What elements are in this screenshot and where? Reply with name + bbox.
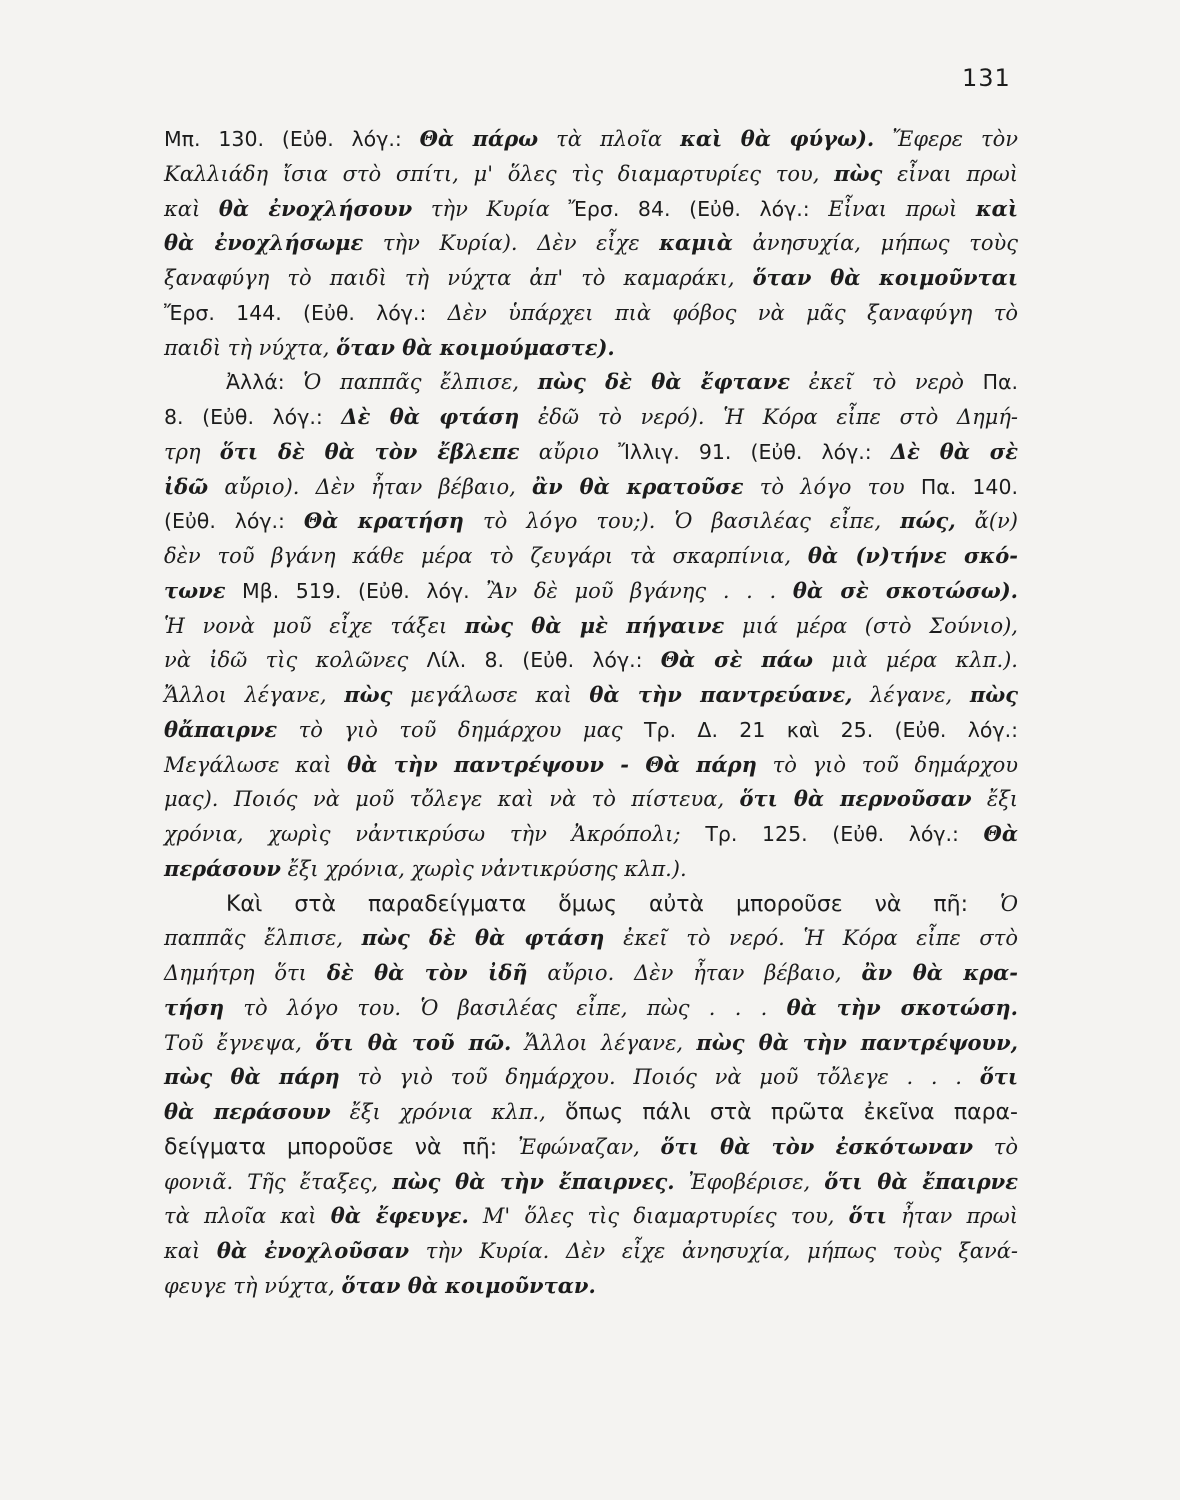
- text-run: Ἔρσ. 144. (Εὐθ. λόγ.:: [164, 300, 448, 325]
- text-run: Λίλ. 8. (Εὐθ. λόγ.:: [426, 648, 661, 673]
- text-run: περάσουν: [164, 855, 281, 881]
- text-run: ἐκεῖ τὸ νερὸ: [790, 370, 983, 395]
- text-line: [164, 817, 1018, 852]
- page-number: 131: [962, 64, 1011, 92]
- text-run: πὼς θὰ τὴν παντρέψουν,: [696, 1029, 1018, 1055]
- text-run: 8. (Εὐθ. λόγ.:: [164, 405, 342, 429]
- text-run: πὼς θὰ τὴν ἔπαιρνες.: [392, 1168, 675, 1194]
- text-run: πὼς θὰ πάρη: [164, 1064, 340, 1090]
- text-run: τὰ πλοῖα καὶ: [164, 1204, 331, 1229]
- text-line: [164, 1130, 1018, 1165]
- text-run: τὰ πλοῖα: [538, 127, 681, 151]
- text-line: [164, 609, 1018, 644]
- text-run: Μ' ὅλες τὶς διαμαρτυρίες του,: [468, 1204, 849, 1229]
- text-line: [164, 539, 1018, 574]
- text-line: [164, 1199, 1018, 1234]
- text-run: μιά μέρα (στὸ Σούνιο),: [724, 613, 1018, 638]
- text-run: θἄπαιρνε: [164, 716, 278, 742]
- text-line: [164, 261, 1018, 296]
- text-run: πὼς θὰ μὲ πήγαινε: [464, 612, 725, 638]
- text-run: λέγανε,: [852, 683, 970, 707]
- text-run: τωνε: [164, 577, 226, 603]
- text-run: ἐκεῖ τὸ νερό. Ἡ Κόρα εἶπε στὸ: [604, 926, 1019, 951]
- text-run: ἄ(ν): [955, 509, 1018, 534]
- text-run: Μεγάλωσε καὶ: [164, 752, 348, 777]
- text-run: ἰδῶ: [164, 473, 209, 499]
- text-run: θὰ (ν)τήνε σκό-: [807, 543, 1019, 568]
- text-run: πώς,: [900, 508, 956, 534]
- text-line: [164, 122, 1018, 157]
- text-run: Δὲ θὰ σὲ: [890, 438, 1018, 464]
- text-run: Θὰ κρατήση: [303, 508, 464, 534]
- text-run: θὰ σὲ σκοτώσω).: [792, 577, 1018, 603]
- text-run: ἔξι χρόνια, χωρὶς νἀντικρύσης κλπ.).: [280, 856, 687, 881]
- text-run: θὰ ἐνοχλήσωμε: [164, 230, 364, 256]
- text-run: ὅτι θὰ τοῦ πῶ.: [315, 1029, 512, 1055]
- text-run: φευγε τὴ νύχτα,: [164, 1273, 342, 1298]
- text-run: μας). Ποιός νὰ μοῦ τὄλεγε καὶ νὰ τὸ πίστευα,: [164, 787, 740, 812]
- text-run: πὼς: [344, 682, 393, 707]
- text-run: Ἀλλά:: [226, 370, 304, 395]
- text-run: ὅτι θὰ περνοῦσαν: [739, 786, 972, 812]
- text-run: αὔριο. Δὲν ἦταν βέβαιο,: [527, 961, 862, 985]
- text-run: Ἂν δὲ μοῦ βγάνης . . .: [486, 578, 793, 603]
- text-run: ξαναφύγη τὸ παιδὶ τὴ νύχτα ἀπ' τὸ καμαράκι,: [164, 266, 753, 290]
- text-line: [164, 365, 1018, 400]
- text-line: [164, 400, 1018, 435]
- text-run: θὰ περάσουν: [164, 1099, 331, 1124]
- text-run: θὰ τὴν παντρέψουν - Θὰ πάρη: [347, 751, 757, 777]
- text-run: τὸ λόγο του;). Ὁ βασιλέας εἶπε,: [463, 509, 901, 534]
- text-run: Καλλιάδη ἴσια στὸ σπίτι, μ' ὅλες τὶς διαμαρτυρίες του,: [164, 161, 835, 186]
- text-line: [164, 470, 1018, 505]
- text-run: καὶ θὰ φύγω).: [680, 126, 875, 151]
- text-run: ἦταν πρωὶ: [886, 1204, 1018, 1229]
- body-text: [164, 122, 1018, 1304]
- text-run: ἂν θὰ κρατοῦσε: [532, 473, 744, 499]
- text-run: ἔξι χρόνια κλπ.,: [330, 1100, 546, 1124]
- text-line: [164, 678, 1018, 713]
- text-run: ὅτι θὰ ἔπαιρνε: [824, 1168, 1018, 1194]
- text-line: [164, 296, 1018, 331]
- text-run: θὰ ἐνοχλοῦσαν: [216, 1238, 410, 1263]
- text-run: Πα. 140.: [920, 474, 1019, 499]
- text-run: θὰ ἐνοχλήσουν: [218, 195, 413, 221]
- text-run: Δὲ θὰ φτάση: [341, 404, 520, 429]
- text-run: Τοῦ ἔγνεψα,: [164, 1030, 316, 1055]
- text-run: Ἡ νονὰ μοῦ εἶχε τάξει: [164, 613, 465, 638]
- text-run: πὼς: [834, 160, 883, 186]
- text-run: τὴν Κυρία). Δὲν εἶχε: [363, 231, 660, 256]
- text-run: Ἐφοβέρισε,: [674, 1169, 825, 1194]
- text-run: Ὁ παππᾶς ἔλπισε,: [303, 370, 538, 395]
- text-run: καὶ: [164, 1239, 217, 1263]
- text-run: τὸ: [973, 1134, 1019, 1159]
- text-run: αὔριο). Δὲν ἦταν βέβαιο,: [208, 474, 533, 499]
- text-run: Ἐφώναζαν,: [518, 1134, 661, 1159]
- text-line: [164, 956, 1018, 991]
- text-line: [164, 504, 1018, 539]
- text-run: θὰ τὴν παντρεύανε,: [589, 682, 853, 707]
- text-run: Ἔρσ. 84. (Εὐθ. λόγ.:: [568, 196, 829, 221]
- text-run: Δημήτρη ὅτι: [164, 961, 327, 985]
- text-run: Καὶ στὰ παραδείγματα ὅμως αὐτὰ μποροῦσε νὰ πῆ:: [226, 891, 1000, 917]
- text-run: νὰ ἰδῶ τὶς κολῶνες: [164, 648, 427, 673]
- text-run: τὸ λόγο του. Ὁ βασιλέας εἶπε, πὼς . . .: [224, 995, 787, 1020]
- text-run: φονιᾶ. Τῆς ἔταξες,: [164, 1169, 393, 1194]
- text-run: Ὁ: [999, 891, 1018, 916]
- text-run: ὅτι θὰ τὸν ἐσκότωναν: [660, 1133, 974, 1159]
- text-run: Θὰ σὲ πάω: [660, 647, 813, 673]
- text-line: [164, 782, 1018, 817]
- text-run: Ἄλλοι λέγανε,: [511, 1030, 697, 1055]
- text-run: δὲ θὰ τὸν ἰδῆ: [326, 960, 528, 985]
- text-run: αὔριο: [519, 439, 619, 464]
- text-line: [164, 852, 1018, 887]
- text-run: Τρ. 125. (Εὐθ. λόγ.:: [705, 822, 984, 846]
- text-line: [164, 192, 1018, 227]
- text-run: Μβ. 519. (Εὐθ. λόγ.: [225, 578, 487, 603]
- text-run: ὅτι δὲ θὰ τὸν ἔβλεπε: [219, 438, 520, 464]
- text-run: τὸ γιὸ τοῦ δημάρχου μας: [277, 717, 645, 742]
- text-run: τήση: [164, 994, 225, 1020]
- text-run: δὲν τοῦ βγάνη κάθε μέρα τὸ ζευγάρι τὰ σκαρπίνια,: [164, 544, 808, 568]
- text-run: ὅτι: [979, 1064, 1018, 1090]
- text-run: ὅταν θὰ κοιμοῦνταν.: [341, 1272, 596, 1298]
- text-line: [164, 887, 1018, 922]
- text-line: [164, 574, 1018, 609]
- text-run: τὴν Κυρία: [412, 196, 569, 221]
- text-run: παππᾶς ἔλπισε,: [164, 926, 362, 951]
- text-line: [164, 921, 1018, 956]
- text-run: χρόνια, χωρὶς νἀντικρύσω τὴν Ἀκρόπολι;: [164, 822, 706, 846]
- text-line: [164, 991, 1018, 1026]
- text-run: τὸ λόγο του: [743, 474, 921, 499]
- text-line: [164, 331, 1018, 366]
- text-run: ὅταν θὰ κοιμούμαστε).: [336, 334, 615, 360]
- text-run: θὰ τὴν σκοτώση.: [786, 994, 1018, 1020]
- text-run: τὸ γιὸ τοῦ δημάρχου: [756, 752, 1019, 777]
- text-line: [164, 1060, 1018, 1095]
- text-run: πὼς δὲ θὰ φτάση: [361, 925, 605, 951]
- text-run: (Εὐθ. λόγ.:: [164, 509, 304, 534]
- text-run: ὅταν θὰ κοιμοῦνται: [752, 265, 1018, 290]
- text-line: [164, 1095, 1018, 1130]
- text-run: ἂν θὰ κρα-: [861, 960, 1018, 985]
- text-line: [164, 713, 1018, 748]
- text-line: [164, 157, 1018, 192]
- text-run: ὅτι: [848, 1203, 887, 1229]
- text-run: καὶ: [975, 195, 1018, 221]
- text-line: [164, 1165, 1018, 1200]
- text-run: Ἔφερε τὸν: [874, 127, 1019, 151]
- text-run: Τρ. Δ. 21 καὶ 25. (Εὐθ. λόγ.:: [644, 717, 1018, 742]
- text-run: τρη: [164, 439, 220, 464]
- text-run: ἔξι: [971, 787, 1018, 812]
- text-line: [164, 1234, 1018, 1269]
- text-run: Πα.: [982, 370, 1019, 395]
- text-run: Δὲν ὑπάρχει πιὰ φόβος νὰ μᾶς ξαναφύγη τὸ: [447, 300, 1019, 325]
- text-line: [164, 643, 1018, 678]
- text-run: εἶναι πρωὶ: [882, 161, 1018, 186]
- text-line: [164, 748, 1018, 783]
- text-run: πὼς δὲ θὰ ἔφτανε: [537, 369, 791, 395]
- text-run: ἀνησυχία, μήπως τοὺς: [732, 231, 1018, 256]
- text-run: Ἄλλοι λέγανε,: [164, 683, 345, 707]
- text-line: [164, 435, 1018, 470]
- text-run: τὸ γιὸ τοῦ δημάρχου. Ποιός νὰ μοῦ τὄλεγε . . .: [339, 1065, 980, 1090]
- text-run: καμιὰ: [659, 230, 733, 256]
- text-run: Εἶναι πρωὶ: [828, 196, 976, 221]
- text-run: ὅπως πάλι στὰ πρῶτα ἐκεῖνα παρα-: [545, 1100, 1018, 1125]
- text-run: πὼς: [969, 682, 1019, 707]
- text-run: τὴν Κυρία. Δὲν εἶχε ἀνησυχία, μήπως τοὺς ξανά-: [409, 1239, 1018, 1263]
- text-run: καὶ: [164, 196, 219, 221]
- text-line: [164, 226, 1018, 261]
- text-line: [164, 1269, 1018, 1304]
- text-run: παιδὶ τὴ νύχτα,: [164, 335, 337, 360]
- text-run: ἐδῶ τὸ νερό). Ἡ Κόρα εἶπε στὸ Δημή-: [519, 405, 1018, 429]
- text-run: μεγάλωσε καὶ: [392, 683, 590, 707]
- text-run: Μπ. 130. (Εὐθ. λόγ.:: [164, 127, 420, 151]
- text-line: [164, 1026, 1018, 1061]
- text-run: Θὰ: [983, 821, 1018, 846]
- text-run: μιὰ μέρα κλπ.).: [812, 648, 1018, 673]
- text-run: Θὰ πάρω: [419, 126, 539, 151]
- text-run: θὰ ἔφευγε.: [330, 1203, 469, 1229]
- text-run: δείγματα μποροῦσε νὰ πῆ:: [164, 1134, 519, 1160]
- text-run: Ἴλλιγ. 91. (Εὐθ. λόγ.:: [618, 439, 891, 464]
